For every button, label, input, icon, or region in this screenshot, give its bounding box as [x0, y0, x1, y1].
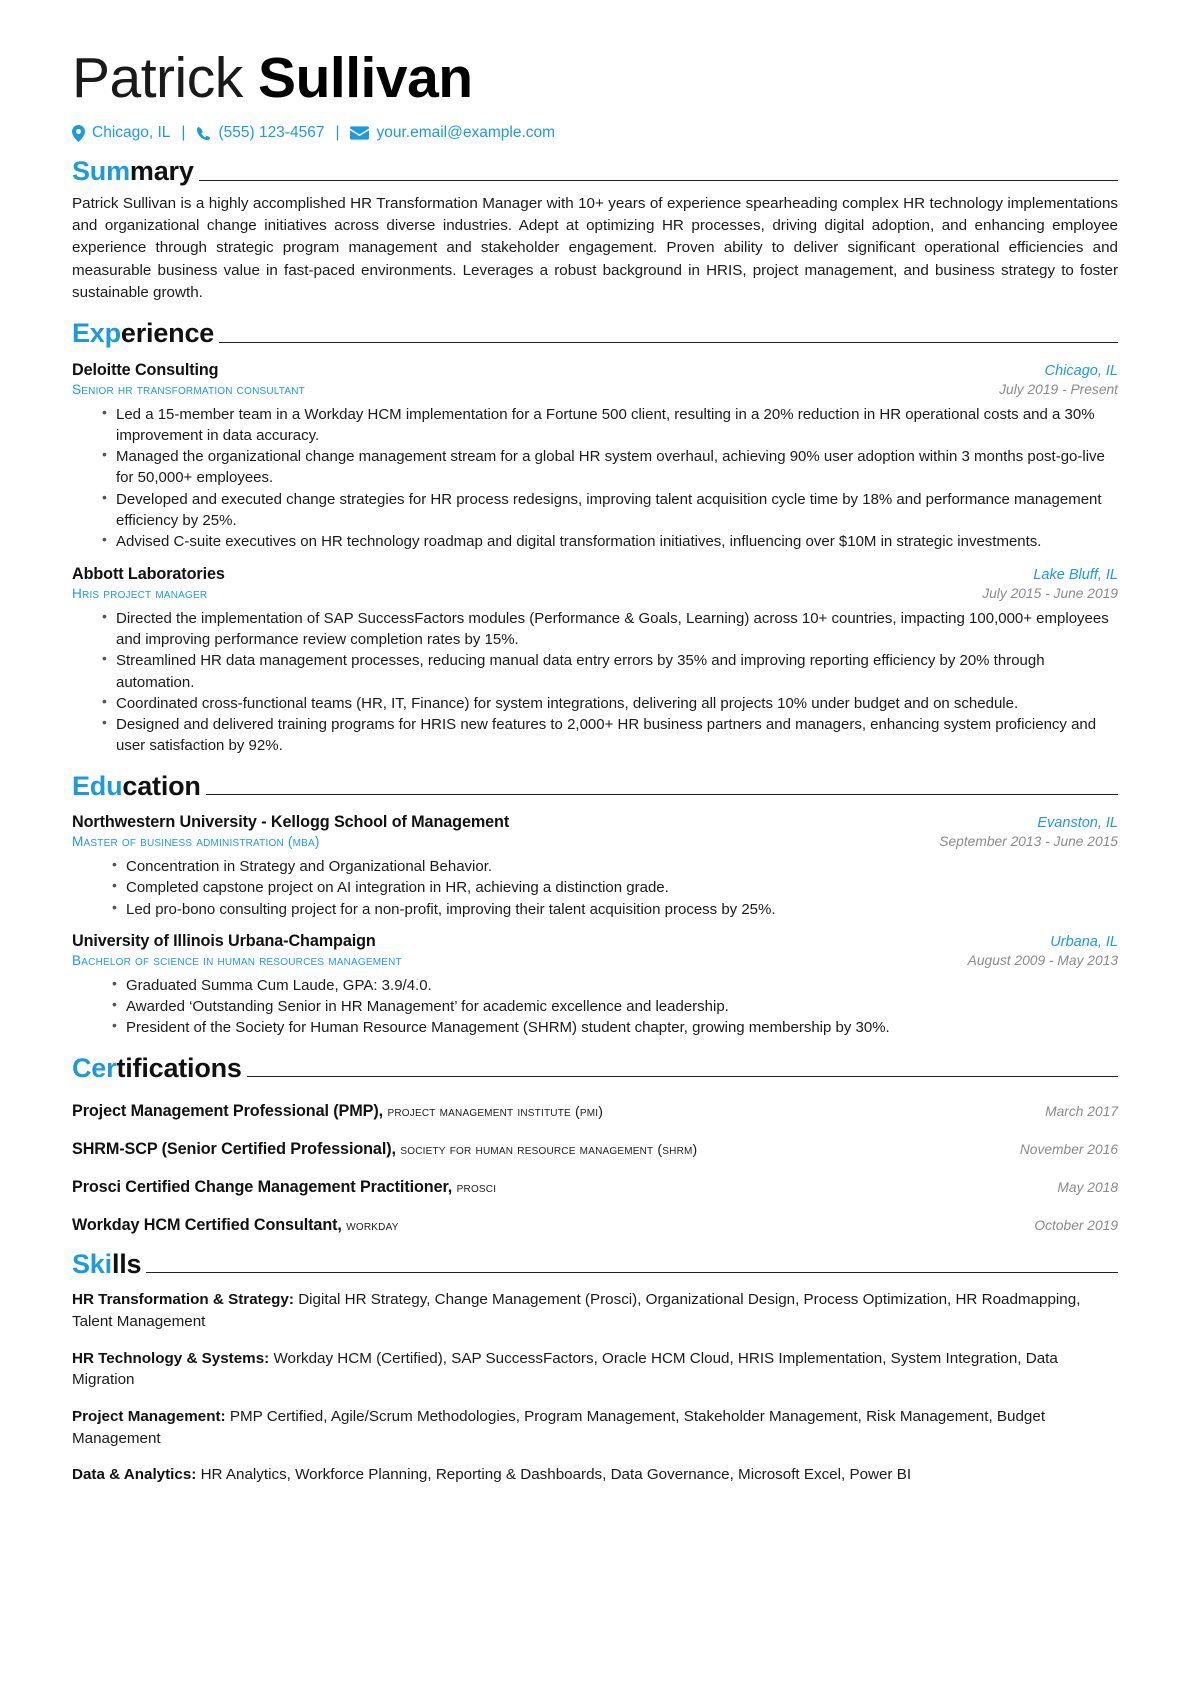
- experience-entry-subheader: [72, 382, 1118, 397]
- skill-category: Data & Analytics:: [72, 1466, 197, 1484]
- list-item: • Directed the implementation of SAP SuccessFactors modules (Performance & Goals, Learning) across 10+ countries, impacting 100,000+ employees and improving performance review completion rates by 15%.: [102, 608, 1118, 651]
- certifications-heading: [72, 1053, 1118, 1083]
- certification-date: March 2017: [1045, 1104, 1118, 1119]
- section-certifications: [72, 1053, 1118, 1235]
- certification-label: [72, 1102, 603, 1121]
- contact-separator-1: |: [181, 124, 186, 142]
- education-dates: August 2009 - May 2013: [967, 952, 1118, 968]
- school-location: Urbana, IL: [1050, 933, 1118, 950]
- list-item: • Managed the organizational change management stream for a global HR system overhaul, achieving 90% user adoption within 3 months post-go-live for 50,000+ employees.: [102, 446, 1118, 489]
- skill-group: [72, 1348, 1118, 1391]
- education-bullet-list: [72, 856, 1118, 920]
- education-heading-rule: [206, 794, 1118, 795]
- job-title: Hris project manager: [72, 585, 208, 601]
- list-item: • Advised C-suite executives on HR technology roadmap and digital transformation initiatives, influencing over $10M in strategic investments.: [102, 531, 1118, 552]
- experience-bullet-list: [72, 608, 1118, 757]
- skills-heading-rule: [146, 1272, 1118, 1273]
- certifications-heading-rest: tifications: [116, 1052, 242, 1083]
- skill-items: Workday HCM (Certified), SAP SuccessFactors, Oracle HCM Cloud, HRIS Implementation, System Integration, Data Migration: [72, 1349, 1058, 1389]
- list-item: • Led pro-bono consulting project for a non-profit, improving their talent acquisition process by 25%.: [112, 899, 1118, 920]
- experience-entry-header: [72, 361, 1118, 380]
- skill-group: [72, 1406, 1118, 1449]
- skill-category: Project Management:: [72, 1407, 226, 1425]
- section-experience: [72, 318, 1118, 756]
- certification-item: [72, 1140, 1118, 1159]
- certifications-heading-rule: [247, 1076, 1118, 1077]
- certification-item: [72, 1216, 1118, 1235]
- experience-entry-header: [72, 565, 1118, 584]
- section-summary: [72, 156, 1118, 304]
- list-item: • Awarded ‘Outstanding Senior in HR Management’ for academic excellence and leadership.: [112, 996, 1118, 1017]
- school-name: University of Illinois Urbana-Champaign: [72, 931, 376, 950]
- skill-category: HR Technology & Systems:: [72, 1349, 270, 1367]
- certification-label: [72, 1140, 697, 1159]
- section-skills: [72, 1249, 1118, 1486]
- list-item: • Developed and executed change strategies for HR process redesigns, improving talent acquisition cycle time by 18% and performance management efficiency by 25%.: [102, 489, 1118, 532]
- summary-heading-rule: [199, 180, 1118, 181]
- certification-issuer: workday: [346, 1217, 399, 1233]
- summary-heading: [72, 156, 1118, 186]
- company-location: Chicago, IL: [1044, 362, 1118, 379]
- school-name: Northwestern University - Kellogg School of Management: [72, 812, 510, 831]
- location-text: Chicago, IL: [92, 124, 171, 142]
- certification-date: May 2018: [1057, 1180, 1118, 1195]
- education-entry-subheader: [72, 834, 1118, 849]
- education-entry-subheader: [72, 953, 1118, 968]
- phone-text: (555) 123-4567: [218, 124, 325, 142]
- certification-issuer: society for human resource management (shrm): [400, 1141, 698, 1157]
- education-heading-highlight: Edu: [72, 770, 123, 801]
- skill-category: HR Transformation & Strategy:: [72, 1291, 294, 1309]
- contact-phone: [196, 124, 324, 142]
- contact-location: [72, 124, 170, 142]
- education-entry: [72, 813, 1118, 920]
- certification-label: [72, 1178, 496, 1197]
- email-text: your.email@example.com: [376, 124, 556, 142]
- job-title: Senior hr transformation consultant: [72, 381, 305, 397]
- education-entry-header: [72, 932, 1118, 951]
- list-item: • Completed capstone project on AI integration in HR, achieving a distinction grade.: [112, 877, 1118, 898]
- school-location: Evanston, IL: [1037, 814, 1118, 831]
- skills-heading-highlight: Ski: [72, 1249, 112, 1279]
- certification-date: November 2016: [1019, 1142, 1118, 1157]
- experience-entry-subheader: [72, 586, 1118, 601]
- skill-group: [72, 1464, 1118, 1486]
- summary-heading-rest: mary: [129, 156, 194, 187]
- education-heading: [72, 771, 1118, 801]
- job-dates: July 2015 - June 2019: [982, 585, 1118, 601]
- skill-items: Digital HR Strategy, Change Management (Prosci), Organizational Design, Process Optimization, HR Roadmapping, Talent Management: [72, 1291, 1081, 1330]
- experience-heading-rest: erience: [120, 318, 215, 349]
- certification-name: SHRM-SCP (Senior Certified Professional),: [72, 1140, 396, 1158]
- certification-name: Prosci Certified Change Management Practitioner,: [72, 1178, 453, 1196]
- candidate-name: [72, 48, 1118, 108]
- experience-entry: [72, 565, 1118, 757]
- certification-name: Workday HCM Certified Consultant,: [72, 1216, 342, 1234]
- certification-issuer: prosci: [456, 1179, 497, 1195]
- envelope-icon: [350, 126, 369, 140]
- certification-issuer: project management institute (pmi): [387, 1103, 604, 1119]
- experience-heading-highlight: Exp: [72, 318, 121, 349]
- last-name: Sullivan: [258, 46, 473, 110]
- list-item: • President of the Society for Human Resource Management (SHRM) student chapter, growing membership by 30%.: [112, 1017, 1118, 1038]
- section-education: [72, 771, 1118, 1039]
- experience-entry: [72, 361, 1118, 553]
- skills-heading: [72, 1249, 1118, 1279]
- phone-icon: [196, 126, 211, 141]
- list-item: • Streamlined HR data management processes, reducing manual data entry errors by 35% and improving reporting efficiency by 20% through automation.: [102, 650, 1118, 693]
- experience-heading-rule: [219, 342, 1118, 343]
- list-item: • Coordinated cross-functional teams (HR, IT, Finance) for system integrations, delivering all projects 10% under budget and on schedule.: [102, 693, 1118, 714]
- company-location: Lake Bluff, IL: [1033, 566, 1118, 583]
- skill-items: PMP Certified, Agile/Scrum Methodologies, Program Management, Stakeholder Management, Risk Management, Budget Management: [72, 1407, 1046, 1447]
- list-item: • Graduated Summa Cum Laude, GPA: 3.9/4.0.: [112, 975, 1118, 996]
- certification-label: [72, 1216, 399, 1235]
- certification-date: October 2019: [1034, 1218, 1118, 1233]
- resume-header: [72, 48, 1118, 142]
- certification-item: [72, 1102, 1118, 1121]
- list-item: • Concentration in Strategy and Organizational Behavior.: [112, 856, 1118, 877]
- summary-heading-highlight: Sum: [72, 156, 130, 187]
- certification-item: [72, 1178, 1118, 1197]
- certification-name: Project Management Professional (PMP),: [72, 1102, 384, 1120]
- education-dates: September 2013 - June 2015: [939, 833, 1118, 849]
- experience-heading-text: [72, 318, 214, 348]
- experience-bullet-list: [72, 404, 1118, 553]
- skill-group: [72, 1289, 1118, 1332]
- education-heading-text: [72, 771, 201, 801]
- degree-title: Bachelor of science in human resources management: [72, 952, 402, 968]
- map-pin-icon: [72, 125, 85, 142]
- summary-heading-text: [72, 156, 194, 186]
- contact-separator-2: |: [335, 124, 340, 142]
- degree-title: Master of business administration (mba): [72, 833, 320, 849]
- first-name: Patrick: [72, 46, 243, 110]
- education-bullet-list: [72, 975, 1118, 1039]
- skills-heading-rest: lls: [111, 1249, 142, 1279]
- list-item: • Designed and delivered training programs for HRIS new features to 2,000+ HR business partners and managers, enhancing system proficiency and user satisfaction by 92%.: [102, 714, 1118, 757]
- contact-email: [350, 124, 555, 142]
- company-name: Abbott Laboratories: [72, 564, 225, 583]
- education-entry: [72, 932, 1118, 1039]
- list-item: • Led a 15-member team in a Workday HCM implementation for a Fortune 500 client, resulting in a 20% reduction in HR operational costs and a 30% improvement in data accuracy.: [102, 404, 1118, 447]
- education-heading-rest: cation: [122, 770, 201, 801]
- skills-heading-text: [72, 1249, 141, 1279]
- certifications-heading-text: [72, 1053, 242, 1083]
- education-entry-header: [72, 813, 1118, 832]
- contact-bar: [72, 124, 1118, 142]
- experience-heading: [72, 318, 1118, 348]
- job-dates: July 2019 - Present: [999, 381, 1118, 397]
- skill-items: HR Analytics, Workforce Planning, Reporting & Dashboards, Data Governance, Microsoft Excel, Power BI: [200, 1466, 912, 1484]
- certifications-heading-highlight: Cer: [72, 1052, 117, 1083]
- summary-text: Patrick Sullivan is a highly accomplished HR Transformation Manager with 10+ years of experience spearheading complex HR technology implementations and organizational change initiatives across diverse industries. Adept at optimizing HR processes, driving digital adoption, and enhancing employee experience through strategic program management and stakeholder engagement. Proven ability to deliver significant operational efficiencies and measurable business value in fast-paced environments. Leverages a robust background in HRIS, project management, and business strategy to foster sustainable growth.: [72, 194, 1118, 302]
- company-name: Deloitte Consulting: [72, 360, 219, 379]
